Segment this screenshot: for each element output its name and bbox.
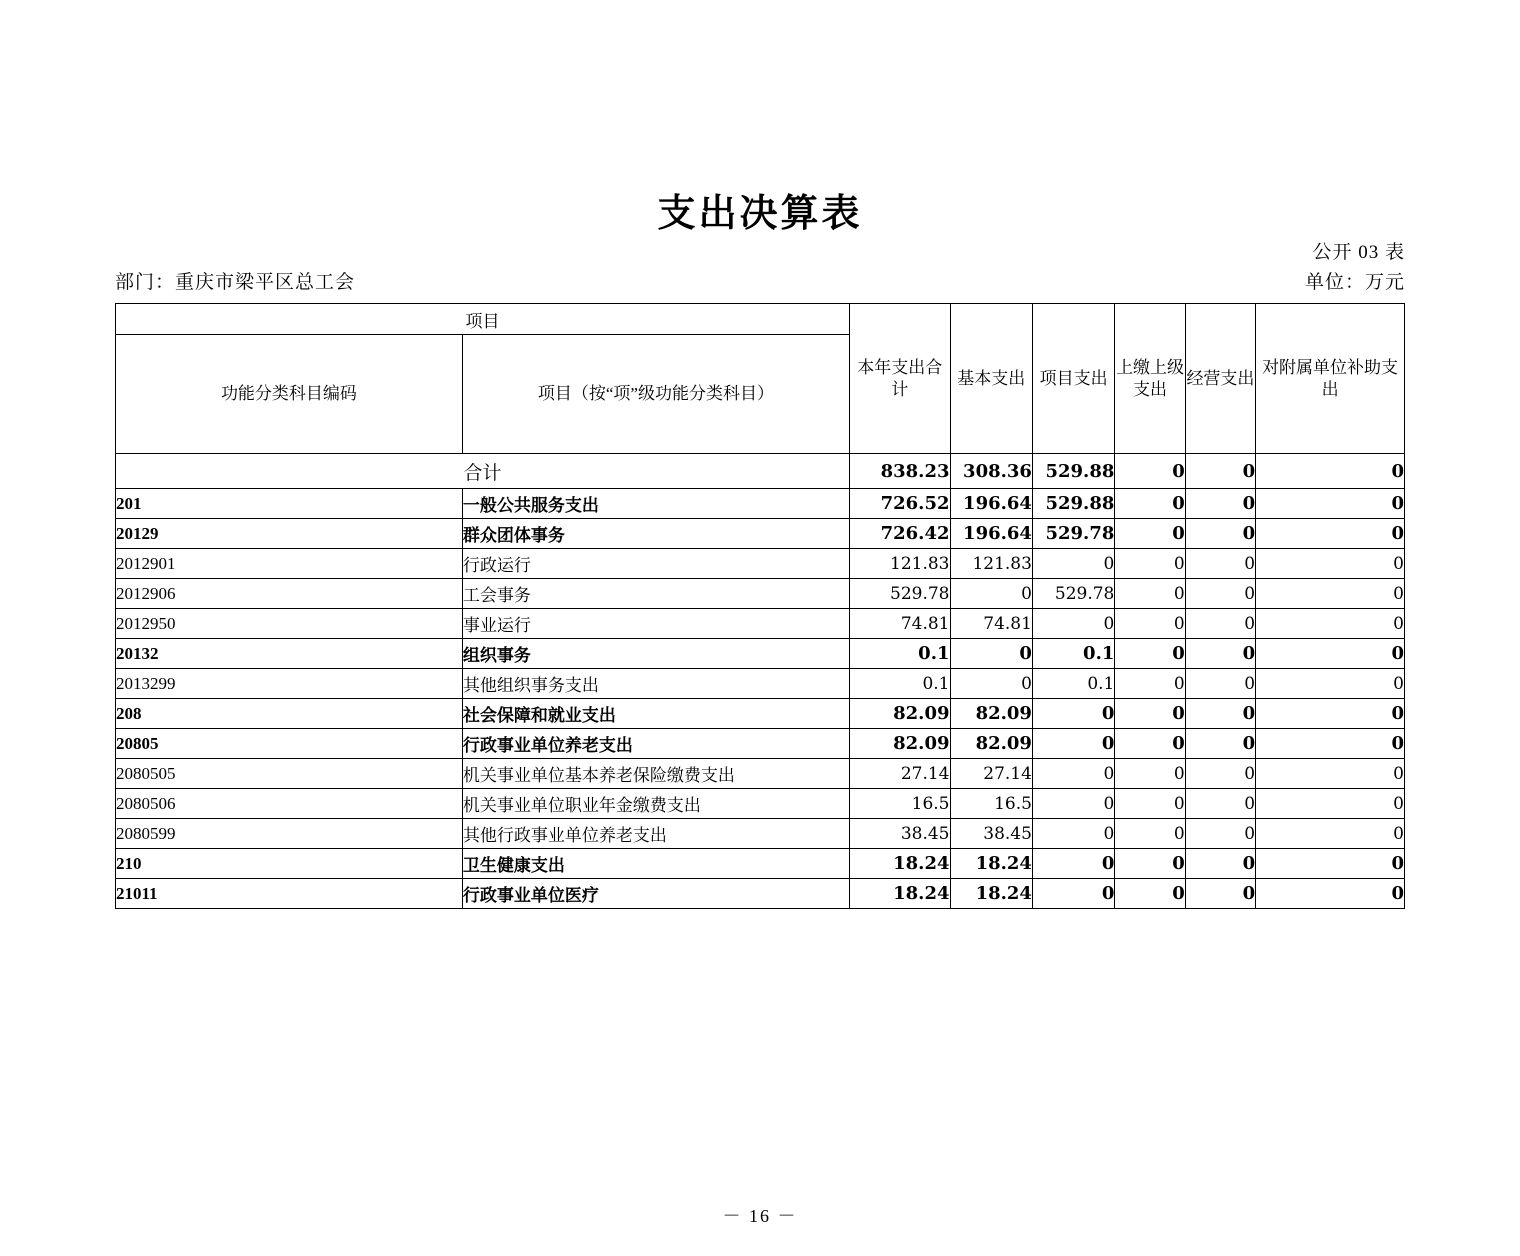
row-name: 工会事务 [462,579,849,609]
row-year-total: 27.14 [849,759,950,789]
row-code: 2080599 [116,819,463,849]
row-subsidy: 0 [1256,519,1405,549]
row-subsidy: 0 [1256,669,1405,699]
department-label: 部门：重庆市梁平区总工会 [115,272,356,293]
row-upper: 0 [1115,489,1185,519]
row-business: 0 [1185,819,1255,849]
row-code: 201 [116,489,463,519]
row-project: 529.78 [1032,579,1114,609]
row-basic: 196.64 [950,519,1032,549]
total-year-total: 838.23 [849,454,950,489]
row-name: 行政事业单位医疗 [462,879,849,909]
row-business: 0 [1185,789,1255,819]
table-row [116,789,1405,819]
row-business: 0 [1185,729,1255,759]
row-subsidy: 0 [1256,759,1405,789]
row-code: 20132 [116,639,463,669]
row-code: 208 [116,699,463,729]
row-project: 0 [1032,849,1114,879]
row-business: 0 [1185,579,1255,609]
row-basic: 27.14 [950,759,1032,789]
total-basic: 308.36 [950,454,1032,489]
row-business: 0 [1185,759,1255,789]
header-year-total: 本年支出合计 [849,304,950,454]
total-subsidy: 0 [1256,454,1405,489]
form-number-row [115,237,1405,263]
table-row [116,609,1405,639]
header-basic: 基本支出 [950,304,1032,454]
table-row [116,819,1405,849]
row-project: 0 [1032,789,1114,819]
row-basic: 0 [950,639,1032,669]
row-subsidy: 0 [1256,789,1405,819]
row-name: 其他行政事业单位养老支出 [462,819,849,849]
row-name: 组织事务 [462,639,849,669]
row-code: 2012906 [116,579,463,609]
row-subsidy: 0 [1256,639,1405,669]
row-upper: 0 [1115,699,1185,729]
row-subsidy: 0 [1256,849,1405,879]
row-code: 2080506 [116,789,463,819]
row-business: 0 [1185,699,1255,729]
row-basic: 0 [950,579,1032,609]
row-project: 529.78 [1032,519,1114,549]
row-business: 0 [1185,639,1255,669]
row-business: 0 [1185,609,1255,639]
row-upper: 0 [1115,519,1185,549]
row-project: 0 [1032,879,1114,909]
row-business: 0 [1185,849,1255,879]
row-subsidy: 0 [1256,579,1405,609]
total-upper: 0 [1115,454,1185,489]
row-name: 社会保障和就业支出 [462,699,849,729]
row-name: 机关事业单位职业年金缴费支出 [462,789,849,819]
unit-label: 单位：万元 [1304,272,1405,293]
total-label: 合计 [116,454,850,489]
row-subsidy: 0 [1256,549,1405,579]
row-code: 2012950 [116,609,463,639]
header-group-item: 项目 [116,304,850,335]
row-name: 其他组织事务支出 [462,669,849,699]
header-business: 经营支出 [1185,304,1255,454]
header-name: 项目（按“项”级功能分类科目） [462,335,849,454]
row-project: 0.1 [1032,669,1114,699]
row-basic: 74.81 [950,609,1032,639]
row-upper: 0 [1115,789,1185,819]
row-upper: 0 [1115,819,1185,849]
row-subsidy: 0 [1256,729,1405,759]
row-subsidy: 0 [1256,819,1405,849]
row-name: 行政事业单位养老支出 [462,729,849,759]
row-subsidy: 0 [1256,879,1405,909]
row-year-total: 18.24 [849,879,950,909]
table-row-total [116,454,1405,489]
row-name: 机关事业单位基本养老保险缴费支出 [462,759,849,789]
row-year-total: 121.83 [849,549,950,579]
row-project: 0 [1032,819,1114,849]
page-footer: － 16 － [722,1206,798,1226]
row-code: 2012901 [116,549,463,579]
table-row [116,879,1405,909]
header-upper: 上缴上级支出 [1115,304,1185,454]
row-project: 0 [1032,759,1114,789]
table-body [116,454,1405,909]
table-row [116,639,1405,669]
row-year-total: 38.45 [849,819,950,849]
row-code: 20805 [116,729,463,759]
table-row [116,489,1405,519]
row-project: 0 [1032,729,1114,759]
row-project: 0 [1032,609,1114,639]
row-code: 20129 [116,519,463,549]
table-row [116,759,1405,789]
total-business: 0 [1185,454,1255,489]
row-year-total: 82.09 [849,729,950,759]
header-project: 项目支出 [1032,304,1114,454]
row-upper: 0 [1115,729,1185,759]
row-subsidy: 0 [1256,609,1405,639]
row-year-total: 18.24 [849,849,950,879]
row-basic: 121.83 [950,549,1032,579]
row-basic: 16.5 [950,789,1032,819]
row-upper: 0 [1115,549,1185,579]
row-basic: 18.24 [950,849,1032,879]
table-row [116,729,1405,759]
row-year-total: 0.1 [849,639,950,669]
row-upper: 0 [1115,759,1185,789]
row-upper: 0 [1115,849,1185,879]
row-business: 0 [1185,489,1255,519]
row-project: 0 [1032,549,1114,579]
row-basic: 82.09 [950,699,1032,729]
row-year-total: 74.81 [849,609,950,639]
document-page [0,182,1520,1256]
meta-row [115,267,1405,297]
row-basic: 0 [950,669,1032,699]
row-subsidy: 0 [1256,489,1405,519]
expenditure-table [115,303,1405,909]
table-row [116,669,1405,699]
table-header-group-row [116,304,1405,335]
row-name: 群众团体事务 [462,519,849,549]
row-year-total: 529.78 [849,579,950,609]
row-business: 0 [1185,519,1255,549]
table-row [116,699,1405,729]
row-basic: 196.64 [950,489,1032,519]
table-row [116,849,1405,879]
row-name: 卫生健康支出 [462,849,849,879]
row-project: 0.1 [1032,639,1114,669]
table-row [116,519,1405,549]
row-basic: 18.24 [950,879,1032,909]
row-year-total: 82.09 [849,699,950,729]
table-row [116,579,1405,609]
header-subsidy: 对附属单位补助支出 [1256,304,1405,454]
row-upper: 0 [1115,639,1185,669]
row-business: 0 [1185,669,1255,699]
row-business: 0 [1185,879,1255,909]
row-name: 事业运行 [462,609,849,639]
form-number: 公开 03 表 [1312,242,1405,263]
row-name: 一般公共服务支出 [462,489,849,519]
page-title: 支出决算表 [657,190,863,235]
header-code: 功能分类科目编码 [116,335,463,454]
row-upper: 0 [1115,579,1185,609]
row-code: 21011 [116,879,463,909]
row-business: 0 [1185,549,1255,579]
row-year-total: 16.5 [849,789,950,819]
row-basic: 38.45 [950,819,1032,849]
row-year-total: 726.52 [849,489,950,519]
table-row [116,549,1405,579]
row-upper: 0 [1115,609,1185,639]
row-year-total: 726.42 [849,519,950,549]
row-upper: 0 [1115,879,1185,909]
row-name: 行政运行 [462,549,849,579]
total-project: 529.88 [1032,454,1114,489]
row-project: 0 [1032,699,1114,729]
row-year-total: 0.1 [849,669,950,699]
row-code: 2080505 [116,759,463,789]
row-project: 529.88 [1032,489,1114,519]
row-code: 2013299 [116,669,463,699]
row-basic: 82.09 [950,729,1032,759]
row-upper: 0 [1115,669,1185,699]
row-subsidy: 0 [1256,699,1405,729]
row-code: 210 [116,849,463,879]
